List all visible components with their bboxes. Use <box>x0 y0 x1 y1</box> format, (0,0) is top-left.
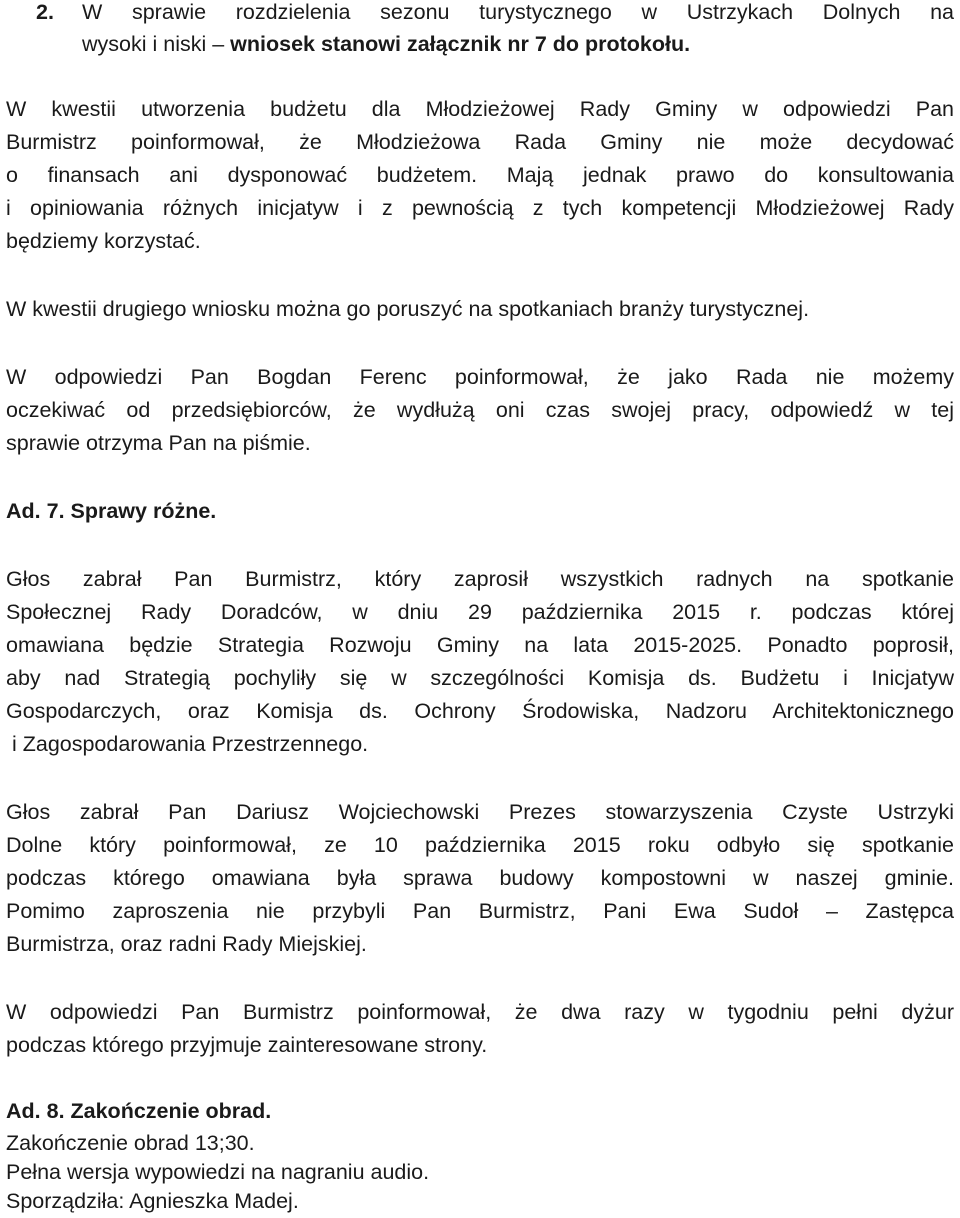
paragraph-line: Dolne który poinformował, ze 10 października 2015 roku odbyło się spotkanie <box>6 833 954 857</box>
paragraph-line: Gospodarczych, oraz Komisja ds. Ochrony Środowiska, Nadzoru Architektonicznego <box>6 699 954 723</box>
paragraph-line: aby nad Strategią pochyliły się w szczególności Komisja ds. Budżetu i Inicjatyw <box>6 666 954 690</box>
paragraph-line: W odpowiedzi Pan Bogdan Ferenc poinformował, że jako Rada nie możemy <box>6 365 954 389</box>
closing-line: Zakończenie obrad 13;30. <box>6 1131 255 1155</box>
paragraph-line: Głos zabrał Pan Burmistrz, który zaprosił wszystkich radnych na spotkanie <box>6 567 954 591</box>
paragraph-line: W kwestii drugiego wniosku można go poruszyć na spotkaniach branży turystycznej. <box>6 297 810 321</box>
paragraph-line: Pomimo zaproszenia nie przybyli Pan Burmistrz, Pani Ewa Sudoł – Zastępca <box>6 899 954 923</box>
list-item-text: wysoki i niski – <box>82 32 231 56</box>
author-line: Sporządziła: Agnieszka Madej. <box>6 1189 299 1213</box>
paragraph-line: Społecznej Rady Doradców, w dniu 29 października 2015 r. podczas której <box>6 600 954 624</box>
list-item-bold-text: wniosek stanowi załącznik nr 7 do protokołu. <box>230 32 691 56</box>
paragraph-line: i Zagospodarowania Przestrzennego. <box>6 732 369 756</box>
paragraph-line: podczas którego omawiana była sprawa budowy kompostowni w naszej gminie. <box>6 866 954 890</box>
paragraph-line: oczekiwać od przedsiębiorców, że wydłużą oni czas swojej pracy, odpowiedź w tej <box>6 398 954 422</box>
closing-line: Pełna wersja wypowiedzi na nagraniu audio. <box>6 1160 430 1184</box>
paragraph-line: Burmistrza, oraz radni Rady Miejskiej. <box>6 932 367 956</box>
paragraph-line: omawiana będzie Strategia Rozwoju Gminy na lata 2015-2025. Ponadto poprosił, <box>6 633 954 657</box>
list-item-line: W sprawie rozdzielenia sezonu turystycznego w Ustrzykach Dolnych na <box>82 0 954 24</box>
paragraph-line: Głos zabrał Pan Dariusz Wojciechowski Prezes stowarzyszenia Czyste Ustrzyki <box>6 800 954 824</box>
paragraph-line: o finansach ani dysponować budżetem. Mają jednak prawo do konsultowania <box>6 163 954 187</box>
paragraph-line: W kwestii utworzenia budżetu dla Młodzieżowej Rady Gminy w odpowiedzi Pan <box>6 97 954 121</box>
paragraph-line: Burmistrz poinformował, że Młodzieżowa Rada Gminy nie może decydować <box>6 130 954 154</box>
list-item-line <box>82 28 954 61</box>
paragraph-line: podczas którego przyjmuje zainteresowane strony. <box>6 1033 488 1057</box>
list-item-number: 2. <box>36 0 54 24</box>
paragraph-line: W odpowiedzi Pan Burmistrz poinformował, że dwa razy w tygodniu pełni dyżur <box>6 1000 954 1024</box>
paragraph-line: i opiniowania różnych inicjatyw i z pewnością z tych kompetencji Młodzieżowej Rady <box>6 196 954 220</box>
section-heading: Ad. 8. Zakończenie obrad. <box>6 1099 272 1123</box>
paragraph-line: będziemy korzystać. <box>6 229 201 253</box>
paragraph-line: sprawie otrzyma Pan na piśmie. <box>6 431 311 455</box>
section-heading: Ad. 7. Sprawy różne. <box>6 499 217 523</box>
